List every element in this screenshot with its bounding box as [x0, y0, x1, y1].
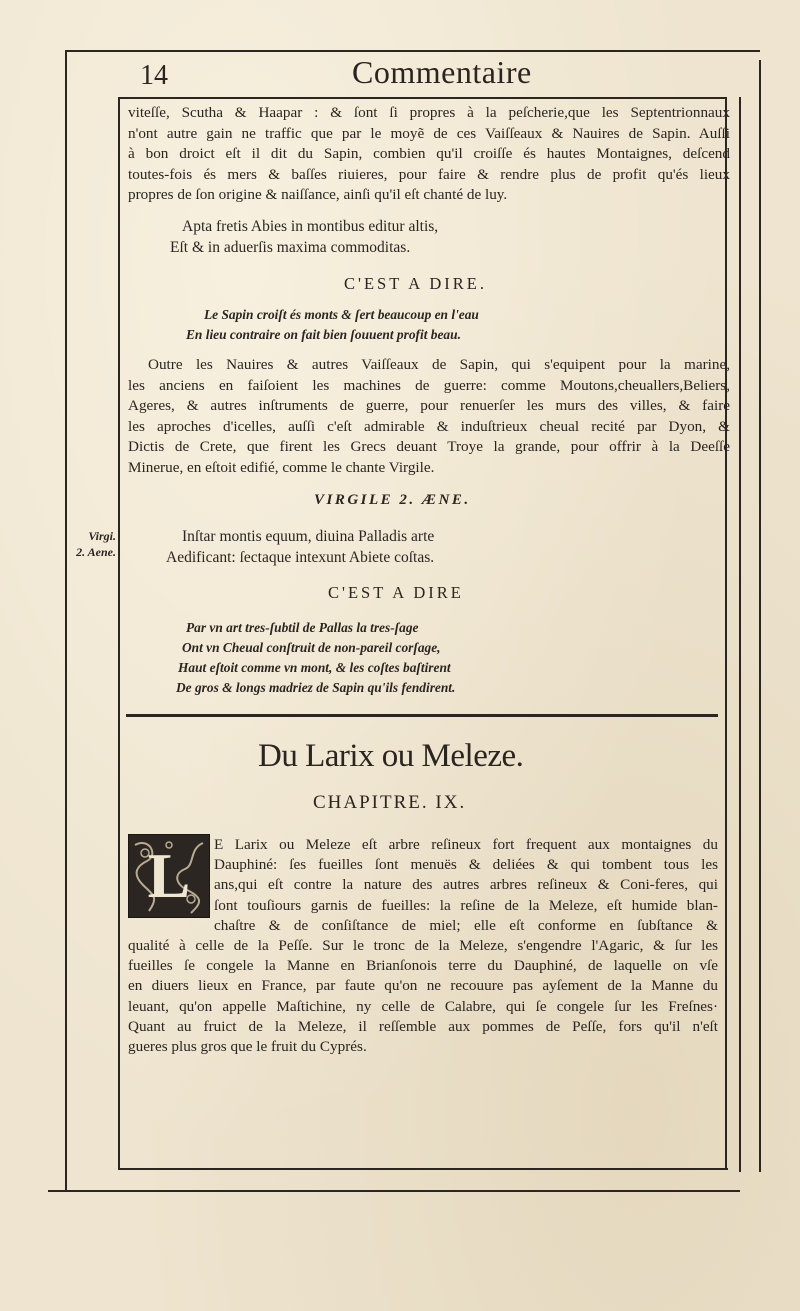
paragraph-2 [128, 355, 730, 478]
running-title: Commentaire [352, 54, 532, 90]
text-line: fueilles ſe congele la Manne en Brianſonois terre du Dauphiné, de laquelle on vſe [128, 957, 718, 975]
page-number: 14 [140, 60, 168, 91]
margin-note [70, 528, 116, 560]
far-right-rule [759, 60, 761, 1172]
text-line: chaſtre & de conſiſtance de miel; elle eſt conforme en ſubſtance & [214, 916, 718, 934]
text-line: toutes-fois és mers & baſſes riuieres, pour faire & rendre plus de profit qu'és lieux [128, 165, 730, 183]
text-line: Dauphiné: ſes fueilles ſont menuës & deliées & qui tombent tous les [214, 856, 718, 874]
text-line: en diuers lieux en France, par faute qu'on ne recouure pas ayſement de la Manne du [128, 977, 718, 995]
text-line: leuant, qu'on appelle Maſtichine, ny celle de Calabre, qui ſe congele ſur les Freſnes· [128, 997, 718, 1015]
verse-line: Inſtar montis equum, diuina Palladis arte [182, 528, 435, 545]
french-verse-1 [186, 305, 479, 345]
heading-cest-a-dire-1: C'EST A DIRE. [344, 274, 487, 293]
chapter-title: Du Larix ou Meleze. [258, 738, 524, 774]
margin-note-line: Virgi. [88, 529, 116, 543]
text-line: ans,qui eſt contre la nature des autres arbres reſineux & Coni-feres, qui [214, 876, 718, 894]
outer-left-rule [65, 50, 67, 1192]
text-line: qualité à celle de la Peſſe. Sur le tronc de la Meleze, s'engendre l'Agaric, & ſur les [128, 937, 718, 954]
text-line: les aproches d'icelles, auſſi c'eſt admirable & induſtrieux cheual recité par Dyon, & [128, 417, 730, 435]
header-rule [120, 97, 726, 99]
inner-right-rule [725, 97, 727, 1169]
verse-line: Par vn art tres-ſubtil de Pallas la tres-ſage [186, 620, 419, 635]
latin-verse-1 [170, 216, 439, 258]
text-line: Outre les Nauires & autres Vaiſſeaux de Sapin, qui s'equipent pour la marine, [148, 356, 730, 373]
text-line: Quant au fruict de la Meleze, il reſſemble aux pommes de Peſſe, fors qu'il n'eſt [128, 1017, 718, 1035]
text-line: à bon droict eſt il dit du Sapin, combien qu'il croiſſe és hautes Montaignes, deſcend [128, 145, 730, 162]
chapter-number: CHAPITRE. IX. [313, 792, 467, 813]
text-line: les anciens en faiſoient les machines de guerre: comme Moutons,cheuallers,Beliers, [128, 376, 730, 394]
inner-left-rule [118, 97, 120, 1169]
margin-note-line: 2. Aene. [76, 545, 116, 559]
verse-line: Eſt & in aduerſis maxima commoditas. [170, 239, 411, 256]
text-line: viteſſe, Scutha & Haapar : & ſont ſi propres à la peſcherie,que les Septentrionnaux [128, 104, 730, 121]
outer-bottom-rule [48, 1190, 740, 1192]
verse-line: Aedificant: ſectaque intexunt Abiete coſtas. [166, 549, 435, 566]
verse-line: De gros & longs madriez de Sapin qu'ils fendirent. [176, 680, 456, 695]
decorated-initial [128, 834, 210, 918]
paragraph-3-opening [214, 835, 718, 936]
verse-line: Le Sapin croiſt és monts & ſert beaucoup en l'eau [204, 307, 479, 322]
text-line: ſont touſiours garnis de fueilles: la reſine de la Meleze, eſt humide blan- [214, 896, 718, 914]
text-line: gueres plus gros que le fruit du Cyprés. [128, 1038, 367, 1056]
section-divider [126, 714, 718, 717]
text-line: n'ont autre gain ne traffic que par le moyẽ de ces Vaiſſeaux & Nauires de Sapin. Auſſi [128, 124, 730, 142]
initial-letter: L [147, 840, 191, 911]
text-line: Ageres, & autres inſtruments de guerre, pour renuerſer les murs des villes, & faire [128, 397, 730, 414]
text-line: E Larix ou Meleze eſt arbre reſineux fort frequent aux montaignes du [214, 836, 718, 853]
french-verse-2 [176, 618, 456, 698]
heading-cest-a-dire-2: C'EST A DIRE [328, 583, 464, 602]
heading-virgile: VIRGILE 2. ÆNE. [314, 492, 471, 508]
latin-verse-2 [166, 526, 435, 568]
outer-right-rule [739, 97, 741, 1172]
text-line: propres de ſon origine & naiſſance, ainſi qu'il eſt chanté de luy. [128, 186, 508, 203]
paragraph-3-continued [128, 936, 718, 1057]
text-line: Dictis de Crete, que firent les Grecs deuant Troye la grande, pour offrir à la Deeſſe [128, 438, 730, 455]
verse-line: Apta fretis Abies in montibus editur altis, [182, 218, 439, 235]
verse-line: Ont vn Cheual conſtruit de non-pareil corſage, [182, 640, 441, 655]
text-line: Minerue, en eſtoit edifié, comme le chante Virgile. [128, 458, 435, 476]
verse-line: Haut eſtoit comme vn mont, & les coſtes baſtirent [178, 660, 451, 675]
verse-line: En lieu contraire on fait bien ſouuent profit beau. [186, 327, 461, 342]
paragraph-1 [128, 103, 730, 206]
inner-bottom-rule [118, 1168, 728, 1170]
top-rule [66, 50, 760, 52]
